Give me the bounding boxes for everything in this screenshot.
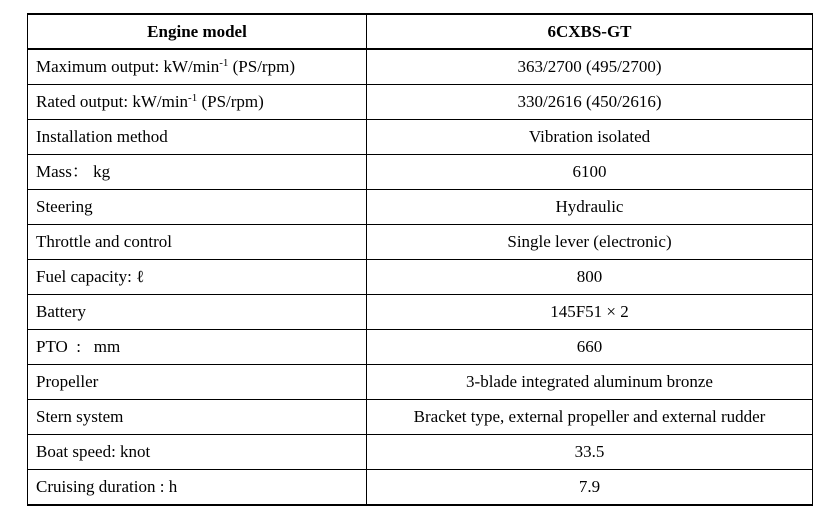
row-label: Mass： kg — [28, 155, 367, 190]
row-label: Cruising duration : h — [28, 470, 367, 506]
row-label: Propeller — [28, 365, 367, 400]
engine-spec-table — [27, 13, 813, 506]
label-text: Maximum output: kW/min — [36, 57, 220, 76]
label-text: Rated output: kW/min — [36, 92, 189, 111]
header-engine-model: Engine model — [28, 14, 367, 49]
table-row — [28, 365, 813, 400]
row-value: 6100 — [367, 155, 813, 190]
label-superscript: -1 — [219, 57, 229, 69]
table-row — [28, 155, 813, 190]
row-label: Boat speed: knot — [28, 435, 367, 470]
row-value: Vibration isolated — [367, 120, 813, 155]
row-label: Fuel capacity: ℓ — [28, 260, 367, 295]
row-value: Hydraulic — [367, 190, 813, 225]
row-label: Battery — [28, 295, 367, 330]
table-header-row — [28, 14, 813, 49]
row-value: 33.5 — [367, 435, 813, 470]
table-row — [28, 470, 813, 506]
table-row — [28, 295, 813, 330]
row-value: 330/2616 (450/2616) — [367, 85, 813, 120]
row-label — [28, 85, 367, 120]
table-row — [28, 260, 813, 295]
row-value: 3-blade integrated aluminum bronze — [367, 365, 813, 400]
row-value: Single lever (electronic) — [367, 225, 813, 260]
row-value: 800 — [367, 260, 813, 295]
table-row — [28, 225, 813, 260]
row-value: 363/2700 (495/2700) — [367, 49, 813, 85]
row-value: 7.9 — [367, 470, 813, 506]
label-unit: (PS/rpm) — [228, 57, 295, 76]
row-label: Steering — [28, 190, 367, 225]
table-row — [28, 190, 813, 225]
row-label: Stern system — [28, 400, 367, 435]
table-row — [28, 120, 813, 155]
row-label: Throttle and control — [28, 225, 367, 260]
row-value: Bracket type, external propeller and external rudder — [367, 400, 813, 435]
label-unit: (PS/rpm) — [197, 92, 264, 111]
table-row — [28, 435, 813, 470]
row-value: 145F51 × 2 — [367, 295, 813, 330]
table-row — [28, 49, 813, 85]
row-value: 660 — [367, 330, 813, 365]
row-label: Installation method — [28, 120, 367, 155]
header-model-name: 6CXBS-GT — [367, 14, 813, 49]
table-row — [28, 400, 813, 435]
table-row — [28, 85, 813, 120]
row-label — [28, 49, 367, 85]
label-superscript: -1 — [188, 92, 198, 104]
row-label: PTO : mm — [28, 330, 367, 365]
table-row — [28, 330, 813, 365]
